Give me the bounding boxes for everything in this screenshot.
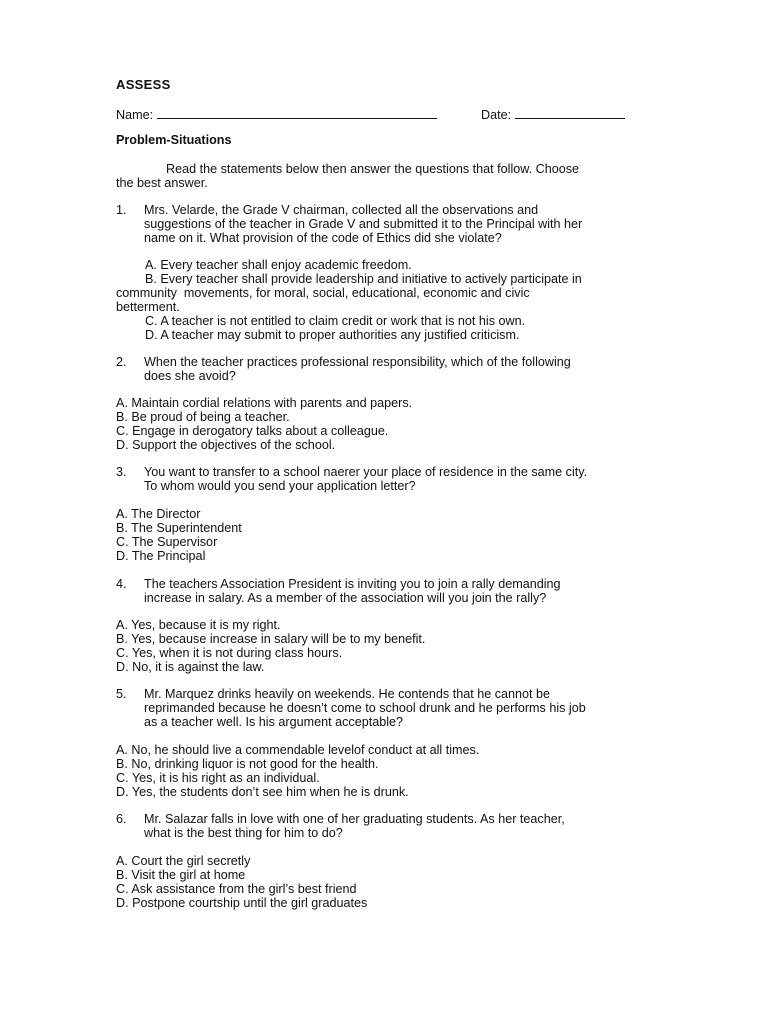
answer-option: D. Support the objectives of the school. bbox=[116, 438, 336, 452]
answer-option: B. Visit the girl at home bbox=[116, 868, 246, 882]
answer-option: C. A teacher is not entitled to claim credit or work that is not his own. bbox=[145, 314, 526, 328]
question-stem-line: increase in salary. As a member of the association will you join the rally? bbox=[144, 591, 547, 605]
question-number: 2. bbox=[116, 355, 127, 369]
instructions-line: Read the statements below then answer the questions that follow. Choose bbox=[166, 162, 580, 176]
answer-option: C. Yes, it is his right as an individual. bbox=[116, 771, 320, 785]
question-stem-line: The teachers Association President is inviting you to join a rally demanding bbox=[144, 577, 561, 591]
answer-option: C. Engage in derogatory talks about a colleague. bbox=[116, 424, 389, 438]
question-stem-line: When the teacher practices professional responsibility, which of the following bbox=[144, 355, 571, 369]
answer-option: B. Every teacher shall provide leadership and initiative to actively participate in bbox=[145, 272, 582, 286]
question-stem-line: name on it. What provision of the code of Ethics did she violate? bbox=[144, 231, 502, 245]
question-number: 4. bbox=[116, 577, 127, 591]
document-title: ASSESS bbox=[116, 77, 171, 92]
name-field bbox=[116, 106, 437, 122]
question-stem-line: does she avoid? bbox=[144, 369, 236, 383]
question-stem-line: Mr. Marquez drinks heavily on weekends. He contends that he cannot be bbox=[144, 687, 551, 701]
question-number: 1. bbox=[116, 203, 127, 217]
instructions-line: the best answer. bbox=[116, 176, 208, 190]
answer-option: B. Be proud of being a teacher. bbox=[116, 410, 290, 424]
answer-option: C. Yes, when it is not during class hours. bbox=[116, 646, 343, 660]
question-stem-line: as a teacher well. Is his argument acceptable? bbox=[144, 715, 404, 729]
question-stem-line: what is the best thing for him to do? bbox=[144, 826, 343, 840]
question-stem-line: You want to transfer to a school naerer your place of residence in the same city. bbox=[144, 465, 588, 479]
section-title: Problem-Situations bbox=[116, 133, 232, 147]
answer-option: A. No, he should live a commendable levelof conduct at all times. bbox=[116, 743, 480, 757]
answer-option: A. Court the girl secretly bbox=[116, 854, 251, 868]
date-label: Date: bbox=[481, 108, 512, 122]
question-stem-line: suggestions of the teacher in Grade V and submitted it to the Principal with her bbox=[144, 217, 583, 231]
answer-option: C. The Supervisor bbox=[116, 535, 218, 549]
answer-option: A. Yes, because it is my right. bbox=[116, 618, 281, 632]
answer-option: B. The Superintendent bbox=[116, 521, 242, 535]
question-stem-line: Mrs. Velarde, the Grade V chairman, collected all the observations and bbox=[144, 203, 539, 217]
question-stem-line: reprimanded because he doesn’t come to school drunk and he performs his job bbox=[144, 701, 586, 715]
answer-option: B. No, drinking liquor is not good for the health. bbox=[116, 757, 379, 771]
question-stem-line: Mr. Salazar falls in love with one of her graduating students. As her teacher, bbox=[144, 812, 565, 826]
question-number: 6. bbox=[116, 812, 127, 826]
answer-option: D. The Principal bbox=[116, 549, 206, 563]
question-number: 3. bbox=[116, 465, 127, 479]
answer-option: C. Ask assistance from the girl’s best friend bbox=[116, 882, 357, 896]
answer-option: A. Every teacher shall enjoy academic freedom. bbox=[145, 258, 412, 272]
name-blank-line bbox=[157, 106, 437, 119]
answer-option: D. No, it is against the law. bbox=[116, 660, 265, 674]
answer-option: B. Yes, because increase in salary will be to my benefit. bbox=[116, 632, 426, 646]
date-blank-line bbox=[515, 106, 625, 119]
date-field bbox=[481, 106, 625, 122]
answer-option: D. Postpone courtship until the girl graduates bbox=[116, 896, 368, 910]
answer-option: A. The Director bbox=[116, 507, 201, 521]
answer-option: A. Maintain cordial relations with parents and papers. bbox=[116, 396, 413, 410]
name-label: Name: bbox=[116, 108, 154, 122]
answer-option: D. Yes, the students don’t see him when he is drunk. bbox=[116, 785, 409, 799]
answer-option-continuation: community movements, for moral, social, educational, economic and civic bbox=[116, 286, 530, 300]
answer-option: D. A teacher may submit to proper authorities any justified criticism. bbox=[145, 328, 520, 342]
question-stem-line: To whom would you send your application letter? bbox=[144, 479, 416, 493]
question-number: 5. bbox=[116, 687, 127, 701]
answer-option-continuation: betterment. bbox=[116, 300, 180, 314]
